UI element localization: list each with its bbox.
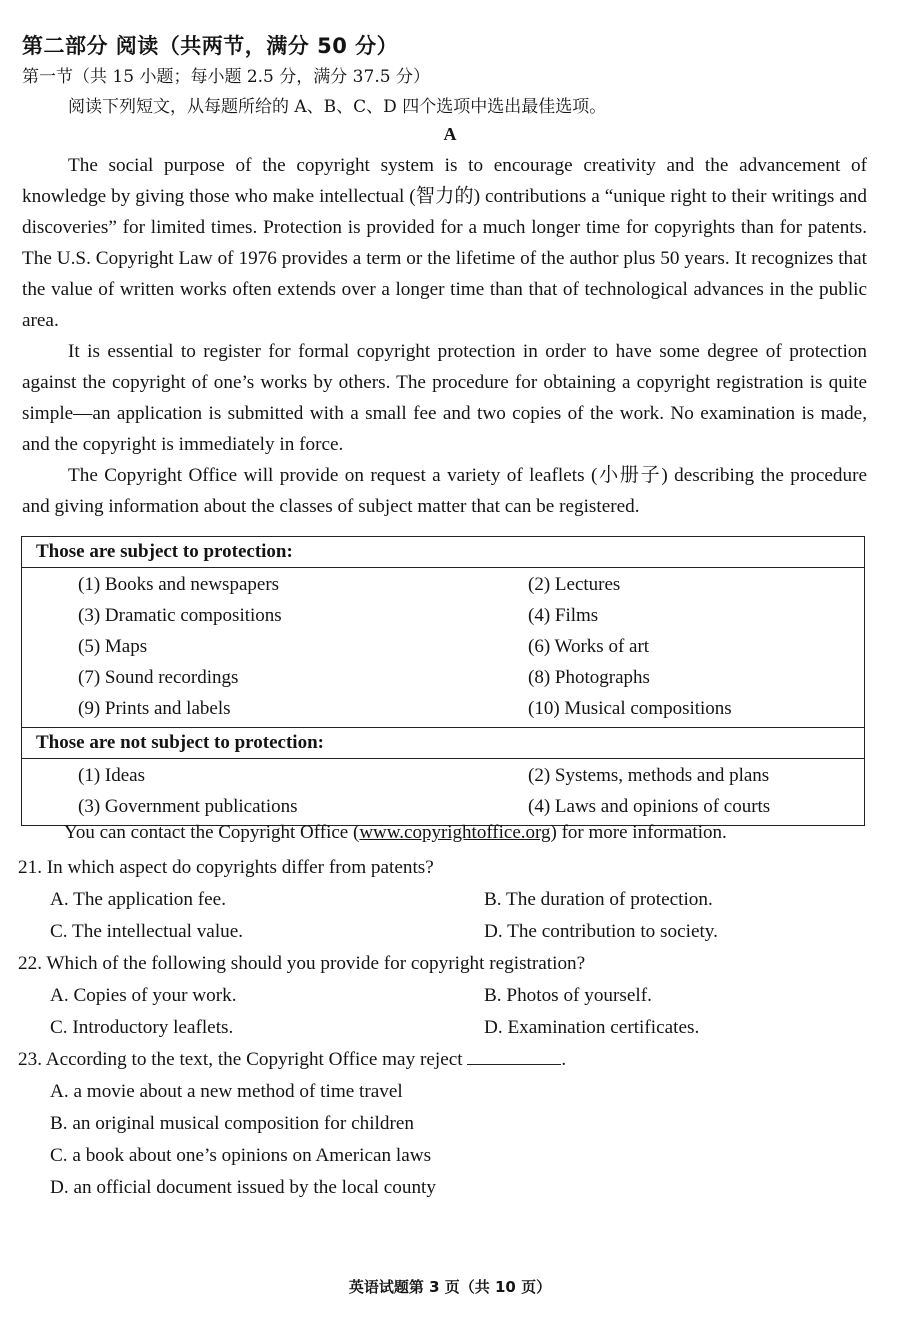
option-b[interactable]: B. The duration of protection.: [484, 889, 713, 910]
contact-line: [64, 822, 727, 844]
passage-body: [22, 150, 867, 522]
question-stem: 22. Which of the following should you provide for copyright registration?: [18, 953, 586, 974]
option-d[interactable]: D. Examination certificates.: [484, 1017, 700, 1038]
answer-blank[interactable]: [467, 1046, 561, 1065]
protection-table: [21, 536, 865, 826]
instruction-text: 阅读下列短文，从每题所给的 A、B、C、D 四个选项中选出最佳选项。: [68, 97, 607, 117]
table-cell: (4) Laws and opinions of courts: [528, 796, 771, 817]
question-stem: 21. In which aspect do copyrights differ from patents?: [18, 857, 434, 878]
option-row: [18, 1012, 868, 1044]
question-stem-end: .: [561, 1049, 567, 1070]
table-cell: (3) Dramatic compositions: [78, 605, 282, 626]
option-c[interactable]: C. Introductory leaflets.: [50, 1017, 234, 1038]
contact-text-after: ) for more information.: [550, 822, 727, 843]
table-row: [22, 600, 864, 631]
table-row: [22, 693, 864, 724]
table-cell: (7) Sound recordings: [78, 667, 239, 688]
option-a[interactable]: A. a movie about a new method of time travel: [50, 1081, 403, 1102]
page-footer: 英语试题第 3 页（共 10 页）: [348, 1278, 552, 1296]
table-row: [22, 791, 864, 822]
table-cell: (2) Lectures: [528, 574, 621, 595]
option-a[interactable]: A. The application fee.: [50, 889, 226, 910]
part-title: 第二部分 阅读（共两节，满分 50 分）: [22, 34, 399, 58]
option-row: [18, 916, 868, 948]
section-title: 第一节（共 15 小题；每小题 2.5 分，满分 37.5 分）: [22, 67, 430, 87]
not-protected-list: [22, 759, 864, 825]
table-row: [22, 760, 864, 791]
table-cell: (9) Prints and labels: [78, 698, 231, 719]
table-cell: (8) Photographs: [528, 667, 650, 688]
protected-list: [22, 568, 864, 727]
not-protected-header: Those are not subject to protection:: [22, 727, 864, 759]
table-row: [22, 631, 864, 662]
table-cell: (6) Works of art: [528, 636, 650, 657]
question-stem: [18, 1044, 868, 1076]
question-stem-text: 23. According to the text, the Copyright Office may reject: [18, 1049, 463, 1070]
option-row: [18, 884, 868, 916]
option-c[interactable]: C. a book about one’s opinions on American laws: [50, 1145, 432, 1166]
table-cell: (10) Musical compositions: [528, 698, 732, 719]
table-row: [22, 569, 864, 600]
passage-paragraph-2: It is essential to register for formal copyright protection in order to have some degree of protection against the copyright of one’s works by others. The procedure for obtaining a copyright registration is quite simple—an application is submitted with a small fee and two copies of the work. No examination is made, and the copyright is immediately in force.: [22, 341, 867, 455]
question-21: [18, 852, 868, 948]
copyright-office-link[interactable]: www.copyrightoffice.org: [359, 822, 551, 843]
table-cell: (1) Books and newspapers: [78, 574, 280, 595]
option-c[interactable]: C. The intellectual value.: [50, 921, 244, 942]
option-b[interactable]: B. Photos of yourself.: [484, 985, 652, 1006]
option-d[interactable]: D. an official document issued by the local county: [50, 1177, 436, 1198]
passage-paragraph-1: The social purpose of the copyright system is to encourage creativity and the advancement of knowledge by giving those who make intellectual (智力的) contributions a “unique right to their writings and discoveries” for limited times. Protection is provided for a much longer time for copyrights than for patents. The U.S. Copyright Law of 1976 provides a term or the lifetime of the author plus 50 years. It recognizes that the value of written works often extends over a longer time than that of technological advances in the public area.: [22, 155, 867, 331]
option-b[interactable]: B. an original musical composition for children: [50, 1113, 414, 1134]
table-cell: (4) Films: [528, 605, 599, 626]
question-23: [18, 1044, 868, 1204]
table-cell: (2) Systems, methods and plans: [528, 765, 770, 786]
table-row: [22, 662, 864, 693]
option-row: [18, 980, 868, 1012]
protected-header: Those are subject to protection:: [22, 537, 864, 568]
table-cell: (1) Ideas: [78, 765, 145, 786]
question-list: [18, 852, 868, 1204]
table-cell: (5) Maps: [78, 636, 148, 657]
table-cell: (3) Government publications: [78, 796, 298, 817]
passage-letter: A: [443, 124, 457, 144]
passage-paragraph-3: The Copyright Office will provide on request a variety of leaflets (小册子) describing the procedure and giving information about the classes of subject matter that can be registered.: [22, 465, 867, 517]
contact-text-before: You can contact the Copyright Office (: [64, 822, 360, 843]
option-d[interactable]: D. The contribution to society.: [484, 921, 718, 942]
question-22: [18, 948, 868, 1044]
option-a[interactable]: A. Copies of your work.: [50, 985, 237, 1006]
